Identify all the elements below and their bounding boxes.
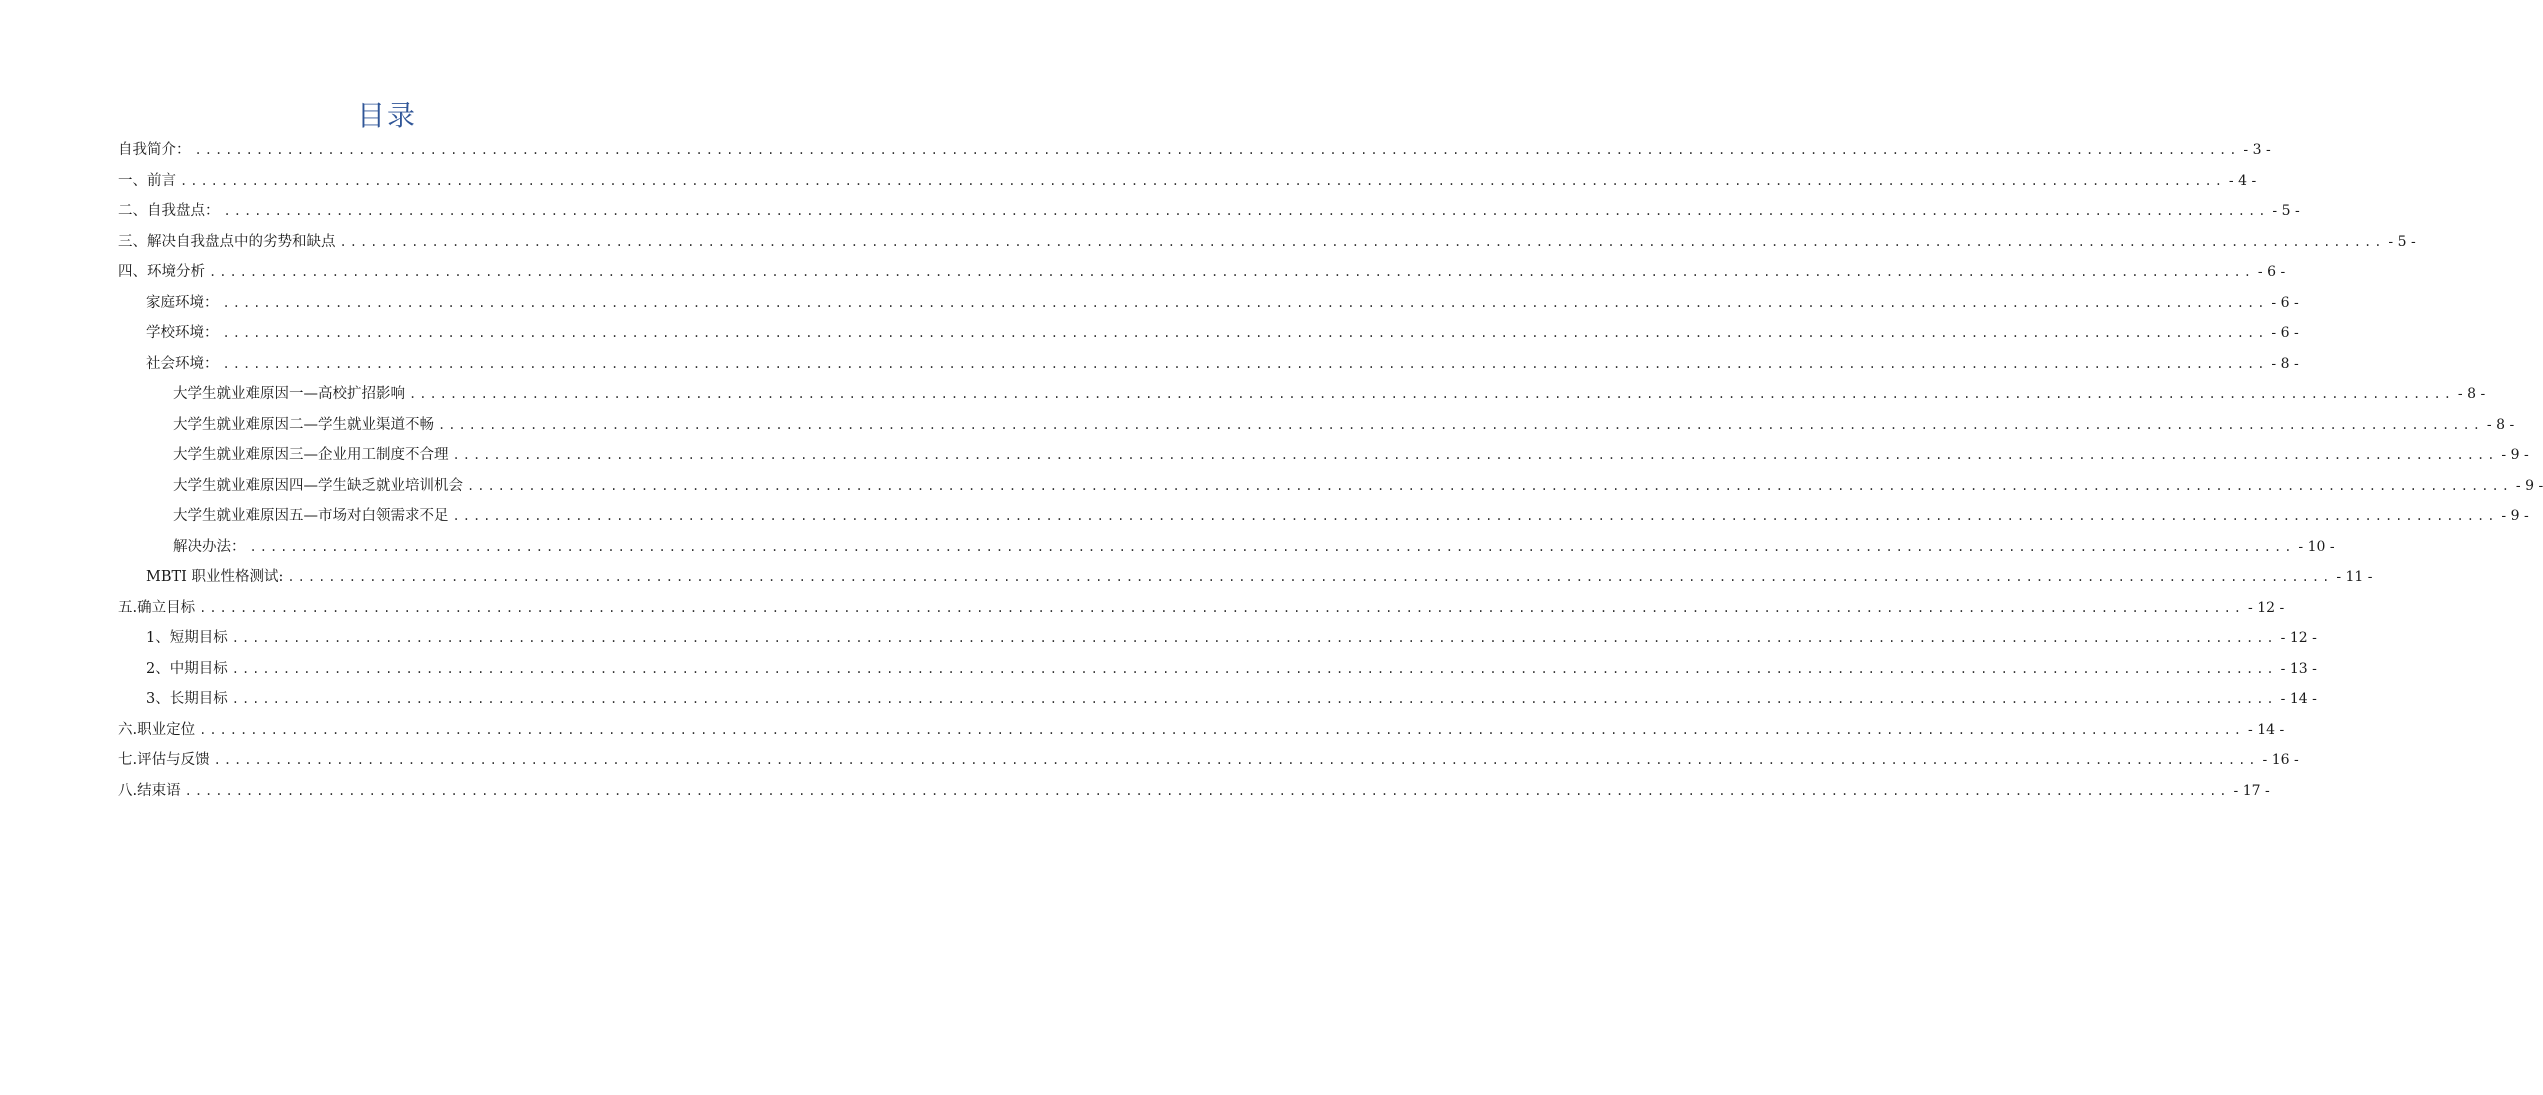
toc-entry[interactable] (118, 321, 2299, 352)
toc-entry[interactable] (118, 718, 2285, 749)
toc-entry-label: 二、自我盘点： (118, 203, 220, 219)
toc-leader-dots: ........................................................................................................................................................................................................ (467, 478, 2512, 493)
toc-entry-label: 2、中期目标 (146, 660, 228, 677)
toc-entry[interactable] (118, 291, 2299, 322)
toc-page-number: - 9 - (2501, 447, 2529, 463)
toc-entry-label: 一、前言 (118, 172, 176, 189)
toc-page-number: - 14 - (2248, 721, 2285, 738)
toc-leader-dots: ........................................................................................................................................................................................................ (223, 204, 2269, 218)
toc-leader-dots: ........................................................................................................................................................................................................ (438, 417, 2483, 432)
toc-entry[interactable] (118, 504, 2529, 535)
toc-entry-label: 社会环境： (146, 355, 219, 372)
toc-entry[interactable] (118, 748, 2299, 779)
toc-entry-label: 大学生就业难原因一—高校扩招影响 (173, 386, 405, 402)
toc-entry-label: 家庭环境： (146, 294, 219, 311)
toc-leader-dots: ........................................................................................................................................................................................................ (199, 722, 2245, 737)
toc-page-number: - 6 - (2271, 325, 2299, 341)
toc-page-number: - 14 - (2280, 691, 2317, 707)
toc-page-number: - 11 - (2336, 569, 2373, 585)
toc-leader-dots: ........................................................................................................................................................................................................ (194, 143, 2240, 157)
toc-leader-dots: ........................................................................................................................................................................................................ (209, 265, 2254, 279)
toc-leader-dots: ........................................................................................................................................................................................................ (339, 234, 2385, 249)
toc-page-number: - 17 - (2233, 782, 2270, 799)
toc-entry-label: 大学生就业难原因二—学生就业渠道不畅 (173, 416, 434, 433)
toc-entry-label: 学校环境： (146, 325, 219, 341)
toc-entry-label: 大学生就业难原因三—企业用工制度不合理 (173, 447, 449, 463)
toc-entry[interactable] (118, 230, 2416, 261)
toc-leader-dots: ........................................................................................................................................................................................................ (180, 173, 2225, 188)
toc-leader-dots: ........................................................................................................................................................................................................ (452, 509, 2498, 523)
toc-page-number: - 8 - (2486, 416, 2515, 433)
toc-leader-dots: ........................................................................................................................................................................................................ (249, 539, 2295, 554)
toc-page-number: - 12 - (2248, 599, 2285, 616)
toc-entry[interactable] (118, 596, 2285, 627)
toc-page-number: - 8 - (2457, 386, 2486, 402)
toc-entry[interactable] (118, 199, 2300, 230)
toc-entry-label: 六.职业定位 (118, 721, 196, 738)
toc-page-number: - 6 - (2271, 294, 2299, 311)
toc-entry[interactable] (118, 352, 2299, 383)
toc-page-number: - 10 - (2298, 538, 2335, 555)
toc-entry-label: MBTI 职业性格测试: (146, 569, 284, 585)
toc-entry-label: 3、长期目标 (146, 691, 228, 707)
toc-leader-dots: ........................................................................................................................................................................................................ (287, 570, 2333, 584)
toc-leader-dots: ........................................................................................................................................................................................................ (409, 387, 2454, 401)
toc-page-number: - 5 - (2272, 203, 2300, 219)
toc-leader-dots: ........................................................................................................................................................................................................ (231, 661, 2277, 676)
toc-page-number: - 5 - (2388, 233, 2416, 250)
toc-entry-label: 自我简介： (118, 142, 191, 158)
toc-page-number: - 16 - (2262, 752, 2299, 768)
toc-entry-label: 解决办法： (173, 538, 246, 555)
toc-title: 目录 (356, 99, 417, 132)
toc-entry[interactable] (118, 260, 2286, 291)
toc-entry-label: 四、环境分析 (118, 264, 205, 280)
toc-entry[interactable] (118, 565, 2373, 596)
toc-page-number: - 9 - (2501, 508, 2529, 524)
toc-entry[interactable] (118, 138, 2271, 169)
toc-entry[interactable] (118, 382, 2486, 413)
toc-leader-dots: ........................................................................................................................................................................................................ (222, 326, 2268, 340)
toc-page-number: - 9 - (2515, 477, 2543, 494)
toc-entry[interactable] (118, 657, 2317, 688)
toc-leader-dots: ........................................................................................................................................................................................................ (199, 600, 2245, 615)
toc-leader-dots: ........................................................................................................................................................................................................ (222, 356, 2268, 371)
toc-entry[interactable] (118, 413, 2515, 444)
toc-entry-label: 1、短期目标 (146, 630, 228, 646)
toc-entry-label: 大学生就业难原因四—学生缺乏就业培训机会 (173, 477, 463, 494)
toc-entry[interactable] (118, 169, 2257, 200)
toc-entry[interactable] (118, 474, 2543, 505)
toc-entry-label: 三、解决自我盘点中的劣势和缺点 (118, 233, 336, 250)
toc-page-number: - 4 - (2228, 172, 2257, 189)
toc-entry[interactable] (118, 626, 2317, 657)
toc-leader-dots: ........................................................................................................................................................................................................ (184, 783, 2230, 798)
toc-entry-label: 七.评估与反馈 (118, 752, 210, 768)
toc-entry-label: 八.结束语 (118, 782, 181, 799)
toc-entry-label: 大学生就业难原因五—市场对白领需求不足 (173, 508, 449, 524)
toc-entry-label: 五.确立目标 (118, 599, 196, 616)
toc-entry[interactable] (118, 443, 2529, 474)
toc-leader-dots: ........................................................................................................................................................................................................ (231, 631, 2277, 645)
toc-leader-dots: ........................................................................................................................................................................................................ (222, 295, 2268, 310)
toc-entry[interactable] (118, 687, 2317, 718)
toc-leader-dots: ........................................................................................................................................................................................................ (231, 692, 2277, 706)
table-of-contents (118, 138, 2543, 809)
toc-page-number: - 8 - (2271, 355, 2299, 372)
toc-page-number: - 6 - (2257, 264, 2286, 280)
toc-leader-dots: ........................................................................................................................................................................................................ (452, 448, 2498, 462)
toc-page-number: - 3 - (2243, 142, 2271, 158)
toc-entry[interactable] (118, 779, 2270, 810)
toc-entry[interactable] (118, 535, 2335, 566)
toc-page-number: - 12 - (2280, 630, 2317, 646)
toc-page-number: - 13 - (2280, 660, 2317, 677)
toc-leader-dots: ........................................................................................................................................................................................................ (213, 753, 2259, 767)
